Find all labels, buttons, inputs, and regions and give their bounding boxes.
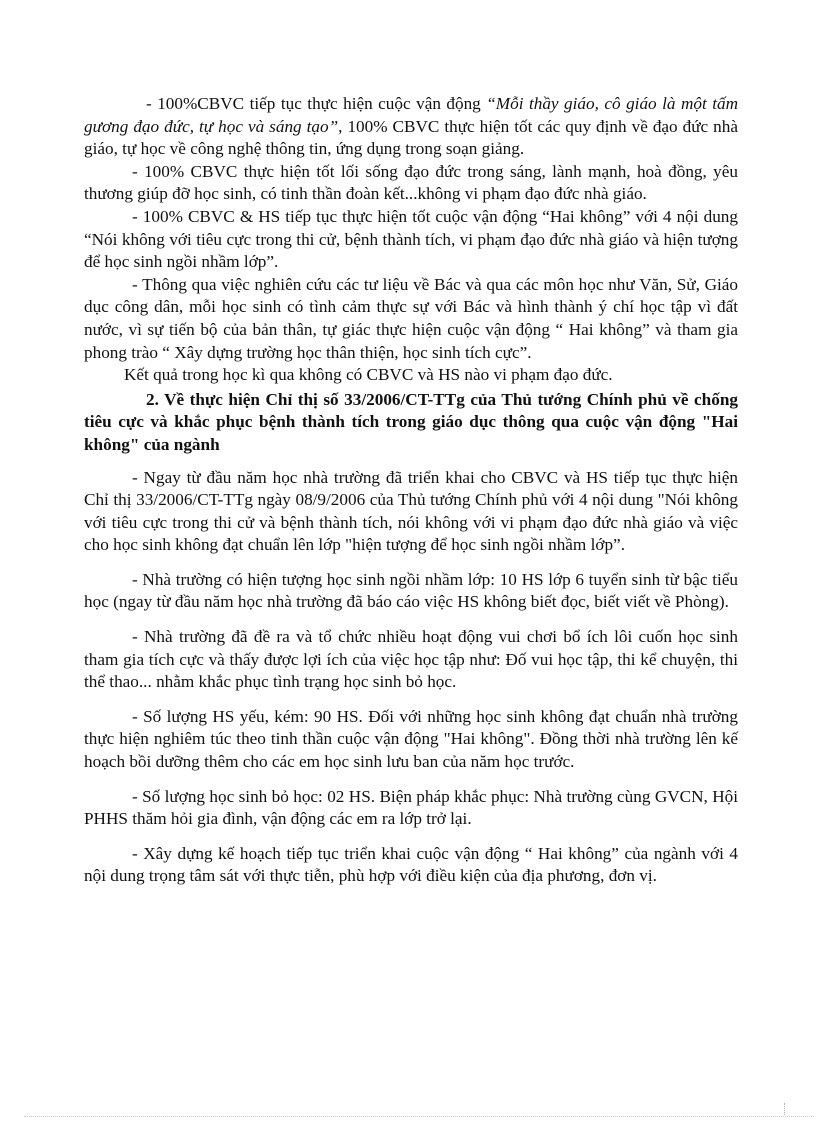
paragraph-weak-students: - Số lượng HS yếu, kém: 90 HS. Đối với những học sinh không đạt chuẩn nhà trường thực hiện nghiêm túc theo tinh thần cuộc vận động "Hai không". Đồng thời nhà trường lên kế hoạch bồi dưỡng thêm cho các em học sinh lưu ban của năm học trước.: [84, 706, 738, 772]
paragraph-directive-implementation: - Ngay từ đầu năm học nhà trường đã triển khai cho CBVC và HS tiếp tục thực hiện Chỉ thị 33/2006/CT-TTg ngày 08/9/2006 của Thủ tướng Chính phủ với 4 nội dung "Nói không với tiêu cực trong thi cử và bệnh thành tích, nói không với vi phạm đạo đức nhà giáo và việc cho học sinh không đạt chuẩn lên lớp "hiện tượng để học sinh ngồi nhầm lớp”.: [84, 467, 738, 555]
campaign-quote: “Mỗi thầy giáo, cô giáo là một tấm gương đạo đức, tự học và sáng tạo”: [84, 94, 738, 136]
paragraph-plan: - Xây dựng kế hoạch tiếp tục triển khai cuộc vận động “ Hai không” của ngành với 4 nội dung trọng tâm sát với thực tiễn, phù hợp với điều kiện của địa phương, đơn vị.: [84, 843, 738, 886]
paragraph-activities: - Nhà trường đã đề ra và tổ chức nhiều hoạt động vui chơi bổ ích lôi cuốn học sinh tham gia tích cực và thấy được lợi ích của việc học tập như: Đố vui học tập, thi kể chuyện, thi thể thao... nhằm khắc phục tình trạng học sinh bỏ học.: [84, 627, 738, 692]
paragraph-dropouts: - Số lượng học sinh bỏ học: 02 HS. Biện pháp khắc phục: Nhà trường cùng GVCN, Hội PHHS thăm hỏi gia đình, vận động các em ra lớp trở lại.: [84, 786, 738, 829]
paragraph-campaign-teachers: [84, 93, 738, 161]
paragraph-lifestyle: - 100% CBVC thực hiện tốt lối sống đạo đức trong sáng, lành mạnh, hoà đồng, yêu thương giúp đỡ học sinh, có tinh thần đoàn kết...không vi phạm đạo đức nhà giáo.: [84, 161, 738, 204]
paragraph-campaign-rest: , 100% CBVC thực hiện tốt các quy định về đạo đức nhà giáo, tự học về công nghệ thông tin, ứng dụng trong soạn giảng.: [84, 116, 738, 159]
paragraph-hai-khong: - 100% CBVC & HS tiếp tục thực hiện tốt cuộc vận động “Hai không” với 4 nội dung “Nói không với tiêu cực trong thi cử, bệnh thành tích, vi phạm đạo đức nhà giáo và hiện tượng để học sinh ngồi nhầm lớp”.: [84, 206, 738, 272]
page-bottom-rule: [24, 1116, 814, 1117]
paragraph-result: Kết quả trong học kì qua không có CBVC và HS nào vi phạm đạo đức.: [124, 365, 613, 385]
paragraph-wrong-grade: - Nhà trường có hiện tượng học sinh ngồi nhầm lớp: 10 HS lớp 6 tuyển sinh từ bậc tiểu học (ngay từ đầu năm học nhà trường đã báo cáo việc HS không biết đọc, biết viết về Phòng).: [84, 569, 738, 612]
paragraph-study-uncle-ho: - Thông qua việc nghiên cứu các tư liệu về Bác và qua các môn học như Văn, Sử, Giáo dục công dân, mỗi học sinh có tình cảm thực sự với Bác và hình thành ý chí học tập vì đất nước, vì sự tiến bộ của bản thân, tự giác thực hiện cuộc vận động “ Hai không” và tham gia phong trào “ Xây dựng trường học thân thiện, học sinh tích cực”.: [84, 274, 738, 362]
section-heading-directive-33: 2. Về thực hiện Chỉ thị số 33/2006/CT-TTg của Thủ tướng Chính phủ về chống tiêu cực và khắc phục bệnh thành tích trong giáo dục thông qua cuộc vận động "Hai không" của ngành: [84, 389, 738, 454]
page-corner-mark: [784, 1103, 785, 1115]
paragraph-campaign-lead: - 100%CBVC tiếp tục thực hiện cuộc vận động: [146, 94, 487, 113]
document-page: [84, 93, 738, 888]
